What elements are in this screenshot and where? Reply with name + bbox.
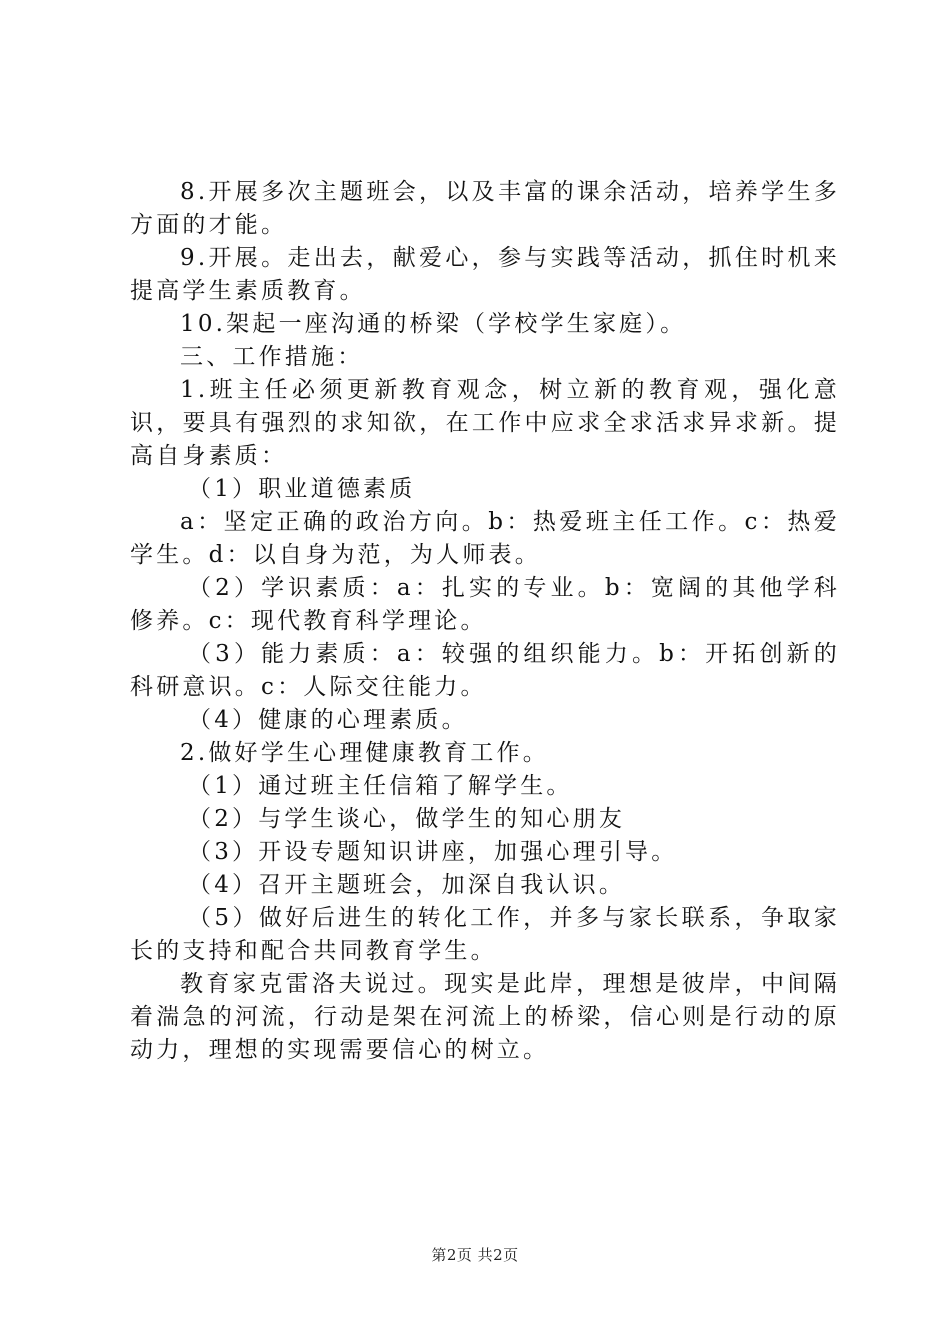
section-heading-measures: 三、工作措施：: [180, 344, 364, 370]
paragraph-professional-ethics: （1）职业道德素质: [188, 476, 416, 502]
paragraph-ability-quality: （3）能力素质：a：较强的组织能力。b：开拓创新的科研意识。c：人际交往能力。: [130, 641, 840, 700]
paragraph-measure-1: 1.班主任必须更新教育观念，树立新的教育观，强化意识，要具有强烈的求知欲，在工作中应求全求活求异求新。提高自身素质：: [130, 377, 840, 469]
paragraph-mailbox: （1）通过班主任信箱了解学生。: [188, 773, 573, 799]
paragraph-quote: 教育家克雷洛夫说过。现实是此岸，理想是彼岸，中间隔着湍急的河流，行动是架在河流上的桥梁，信心则是行动的原动力，理想的实现需要信心的树立。: [130, 971, 840, 1063]
paragraph-measure-2: 2.做好学生心理健康教育工作。: [180, 740, 549, 766]
paragraph-item-8: 8.开展多次主题班会，以及丰富的课余活动，培养学生多方面的才能。: [130, 179, 840, 238]
paragraph-lectures: （3）开设专题知识讲座，加强心理引导。: [188, 839, 678, 865]
paragraph-item-10: 10.架起一座沟通的桥梁（学校学生家庭）。: [180, 311, 687, 337]
document-body: [130, 176, 840, 1067]
paragraph-knowledge-quality: （2）学识素质：a：扎实的专业。b：宽阔的其他学科修养。c：现代教育科学理论。: [130, 575, 840, 634]
page-number-footer: 第2页 共2页: [431, 1246, 519, 1264]
paragraph-underachievers: （5）做好后进生的转化工作，并多与家长联系，争取家长的支持和配合共同教育学生。: [130, 905, 840, 964]
paragraph-class-meetings: （4）召开主题班会，加深自我认识。: [188, 872, 626, 898]
paragraph-item-9: 9.开展。走出去，献爱心，参与实践等活动，抓住时机来提高学生素质教育。: [130, 245, 840, 304]
paragraph-mental-quality: （4）健康的心理素质。: [188, 707, 468, 733]
paragraph-ethics-details: a：坚定正确的政治方向。b：热爱班主任工作。c：热爱学生。d：以自身为范，为人师表。: [130, 509, 840, 568]
paragraph-heart-talk: （2）与学生谈心，做学生的知心朋友: [188, 806, 626, 832]
